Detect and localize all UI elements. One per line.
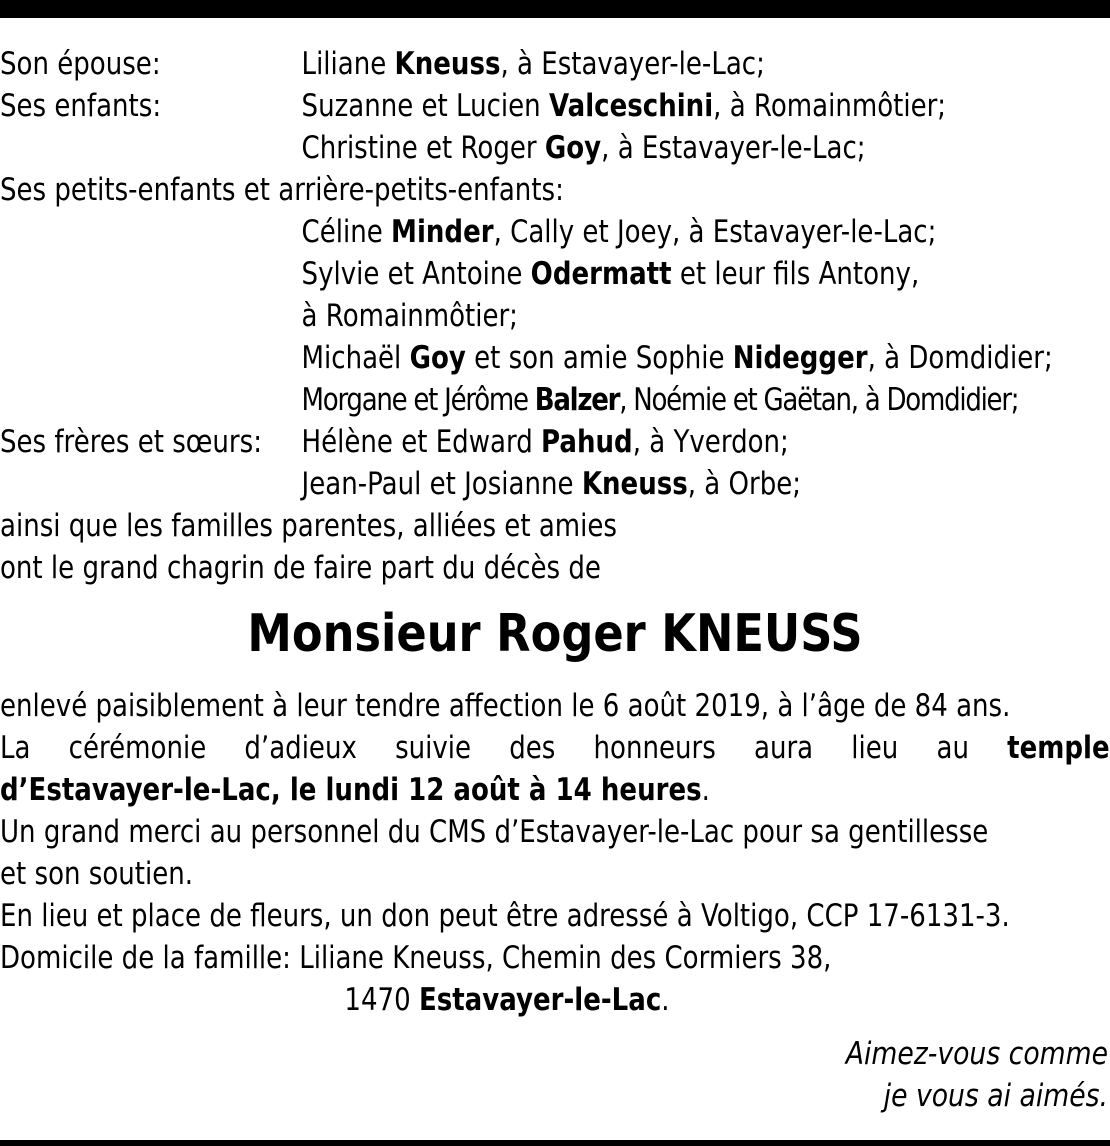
family-text: , à Romainmôtier; [713,88,947,124]
family-text: , Noémie et Gaëtan, à Domdidier; [619,382,1019,418]
notice-body [0,685,1110,1021]
family-list [0,43,1053,589]
bottom-rule [0,1140,1110,1146]
closing-line: ont le grand chagrin de faire part du décès de [0,550,601,586]
thanks-line: Un grand merci au personnel du CMS d’Estavayer-le-Lac pour sa gentillesse [0,814,989,850]
closing-line: ainsi que les familles parentes, alliées et amies [0,508,617,544]
relation-label [0,127,302,169]
family-text: Sylvie et Antoine [301,256,531,292]
deceased-name: Monsieur Roger KNEUSS [247,604,863,664]
relation-label: Ses enfants: [0,88,162,124]
family-text: , à Domdidier; [867,340,1053,376]
family-row-siblings-2 [0,463,1110,505]
family-text: , à Orbe; [687,466,802,502]
donation-line: En lieu et place de fleurs, un don peut être adressé à Voltigo, CCP 17-6131-3. [0,898,1010,934]
domicile-line: Domicile de la famille: Liliane Kneuss, Chemin des Cormiers 38, [0,940,832,976]
family-text: Liliane [301,46,395,82]
family-text: Michaël [301,340,410,376]
family-row-children [0,85,1110,127]
grandchild-row [0,253,1110,295]
family-surname: Odermatt [530,256,672,292]
family-text: , Cally et Joey, à Estavayer-le-Lac; [493,214,937,250]
family-row-siblings [0,421,1110,463]
domicile-line-2 [0,979,1110,1021]
family-text: Suzanne et Lucien [301,88,549,124]
family-text: , à Estavayer-le-Lac; [601,130,866,166]
ceremony-date: d’Estavayer-le-Lac, le lundi 12 août à 14 heures [0,772,702,808]
family-text: Céline [301,214,392,250]
grandchild-row [0,211,1110,253]
family-surname: Kneuss [394,46,501,82]
family-surname: Goy [544,130,602,166]
grandchild-row [0,337,1110,379]
family-row-children-2 [0,127,1110,169]
family-row-spouse [0,43,1110,85]
relation-label: Son épouse: [0,46,161,82]
domicile-city: Estavayer-le-Lac [418,982,662,1018]
family-surname: Kneuss [581,466,688,502]
family-text: Christine et Roger [301,130,545,166]
ceremony-text: . [701,772,710,808]
quote-line: je vous ai aimés. [883,1078,1108,1114]
family-text: Jean-Paul et Josianne [301,466,582,502]
grandchild-row [0,379,1110,421]
death-notice: enlevé paisiblement à leur tendre affection le 6 août 2019, à l’âge de 84 ans. [0,688,1011,724]
family-surname: Balzer [534,382,620,418]
thanks-line: et son soutien. [0,856,194,892]
grandchildren-heading: Ses petits-enfants et arrière-petits-enfants: [0,172,564,208]
grandchild-row [0,295,1110,337]
family-text: Hélène et Edward [301,424,542,460]
top-rule [0,0,1110,18]
relation-label [0,463,302,505]
domicile-zip: 1470 [344,982,419,1018]
family-text: et leur fils Antony, [671,256,920,292]
closing-quote [846,1033,1108,1117]
family-text: à Romainmôtier; [301,298,518,334]
family-text: , à Yverdon; [632,424,789,460]
ceremony-line-1 [0,727,1110,769]
family-text: , à Estavayer-le-Lac; [500,46,765,82]
ceremony-text: La cérémonie d’adieux suivie des honneurs aura lieu au [0,730,1008,766]
relation-label: Ses frères et sœurs: [0,424,262,460]
family-surname: Minder [391,214,494,250]
family-surname: Nidegger [732,340,868,376]
domicile-end: . [661,982,670,1018]
quote-line: Aimez-vous comme [845,1036,1108,1072]
family-surname: Pahud [541,424,633,460]
family-surname: Valceschini [548,88,714,124]
ceremony-line-2 [0,769,1110,811]
family-text: et son amie Sophie [465,340,733,376]
family-text: Morgane et Jérôme [301,382,535,418]
ceremony-place: temple [1007,730,1110,766]
family-surname: Goy [409,340,466,376]
